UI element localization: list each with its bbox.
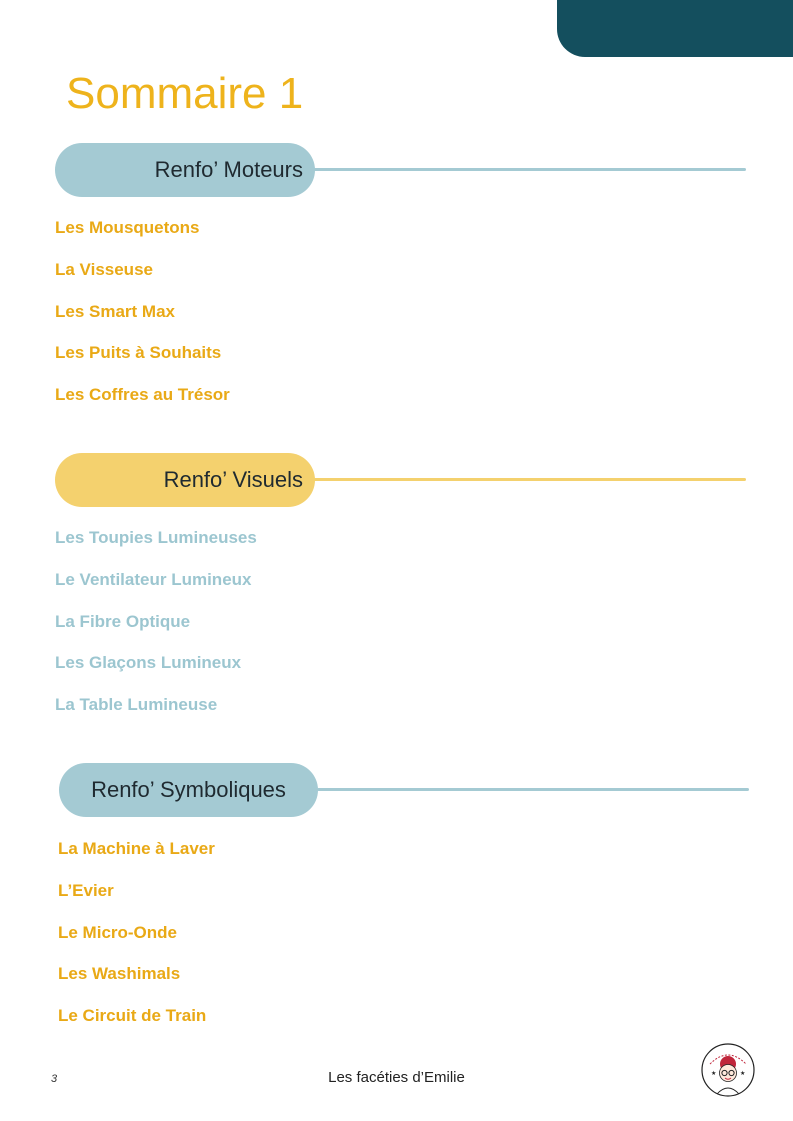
emilie-portrait-logo-icon (700, 1042, 756, 1098)
section-pill (55, 453, 315, 507)
toc-item[interactable]: La Table Lumineuse (55, 695, 218, 715)
section-header-symboliques (59, 763, 754, 817)
page-title: Sommaire 1 (66, 69, 304, 118)
toc-item[interactable]: Les Washimals (58, 964, 181, 984)
toc-item[interactable]: Les Coffres au Trésor (55, 385, 230, 405)
toc-item[interactable]: Le Micro-Onde (58, 922, 178, 942)
page-number: 3 (51, 1073, 58, 1085)
toc-item[interactable]: Les Smart Max (55, 301, 175, 321)
toc-item[interactable]: Les Glaçons Lumineux (55, 653, 242, 673)
corner-decoration (557, 0, 793, 57)
section-divider (313, 478, 746, 481)
toc-item[interactable]: Le Ventilateur Lumineux (55, 569, 252, 589)
toc-item[interactable]: Les Toupies Lumineuses (55, 528, 257, 547)
toc-item[interactable]: Le Circuit de Train (58, 1006, 207, 1026)
section-pill (55, 143, 315, 197)
section-heading: Renfo’ Moteurs (154, 157, 303, 182)
section-divider (313, 168, 746, 171)
svg-text:★: ★ (740, 1070, 746, 1077)
section-list-visuels (55, 517, 257, 726)
section-list-symboliques (58, 828, 215, 1037)
toc-item[interactable]: Les Mousquetons (55, 218, 200, 237)
section-header-visuels (55, 453, 750, 507)
section-heading: Renfo’ Visuels (163, 467, 303, 492)
toc-item[interactable]: La Machine à Laver (58, 839, 215, 858)
section-list-moteurs (55, 207, 230, 416)
toc-item[interactable]: L’Evier (58, 880, 114, 900)
toc-item[interactable]: La Visseuse (55, 259, 153, 279)
svg-text:★: ★ (711, 1070, 717, 1077)
toc-item[interactable]: Les Puits à Souhaits (55, 343, 222, 363)
footer-brand: Les facéties d’Emilie (328, 1069, 465, 1086)
section-divider (317, 788, 749, 791)
toc-item[interactable]: La Fibre Optique (55, 611, 191, 631)
section-pill (59, 763, 318, 817)
section-header-moteurs (55, 143, 750, 197)
section-heading: Renfo’ Symboliques (91, 777, 286, 802)
